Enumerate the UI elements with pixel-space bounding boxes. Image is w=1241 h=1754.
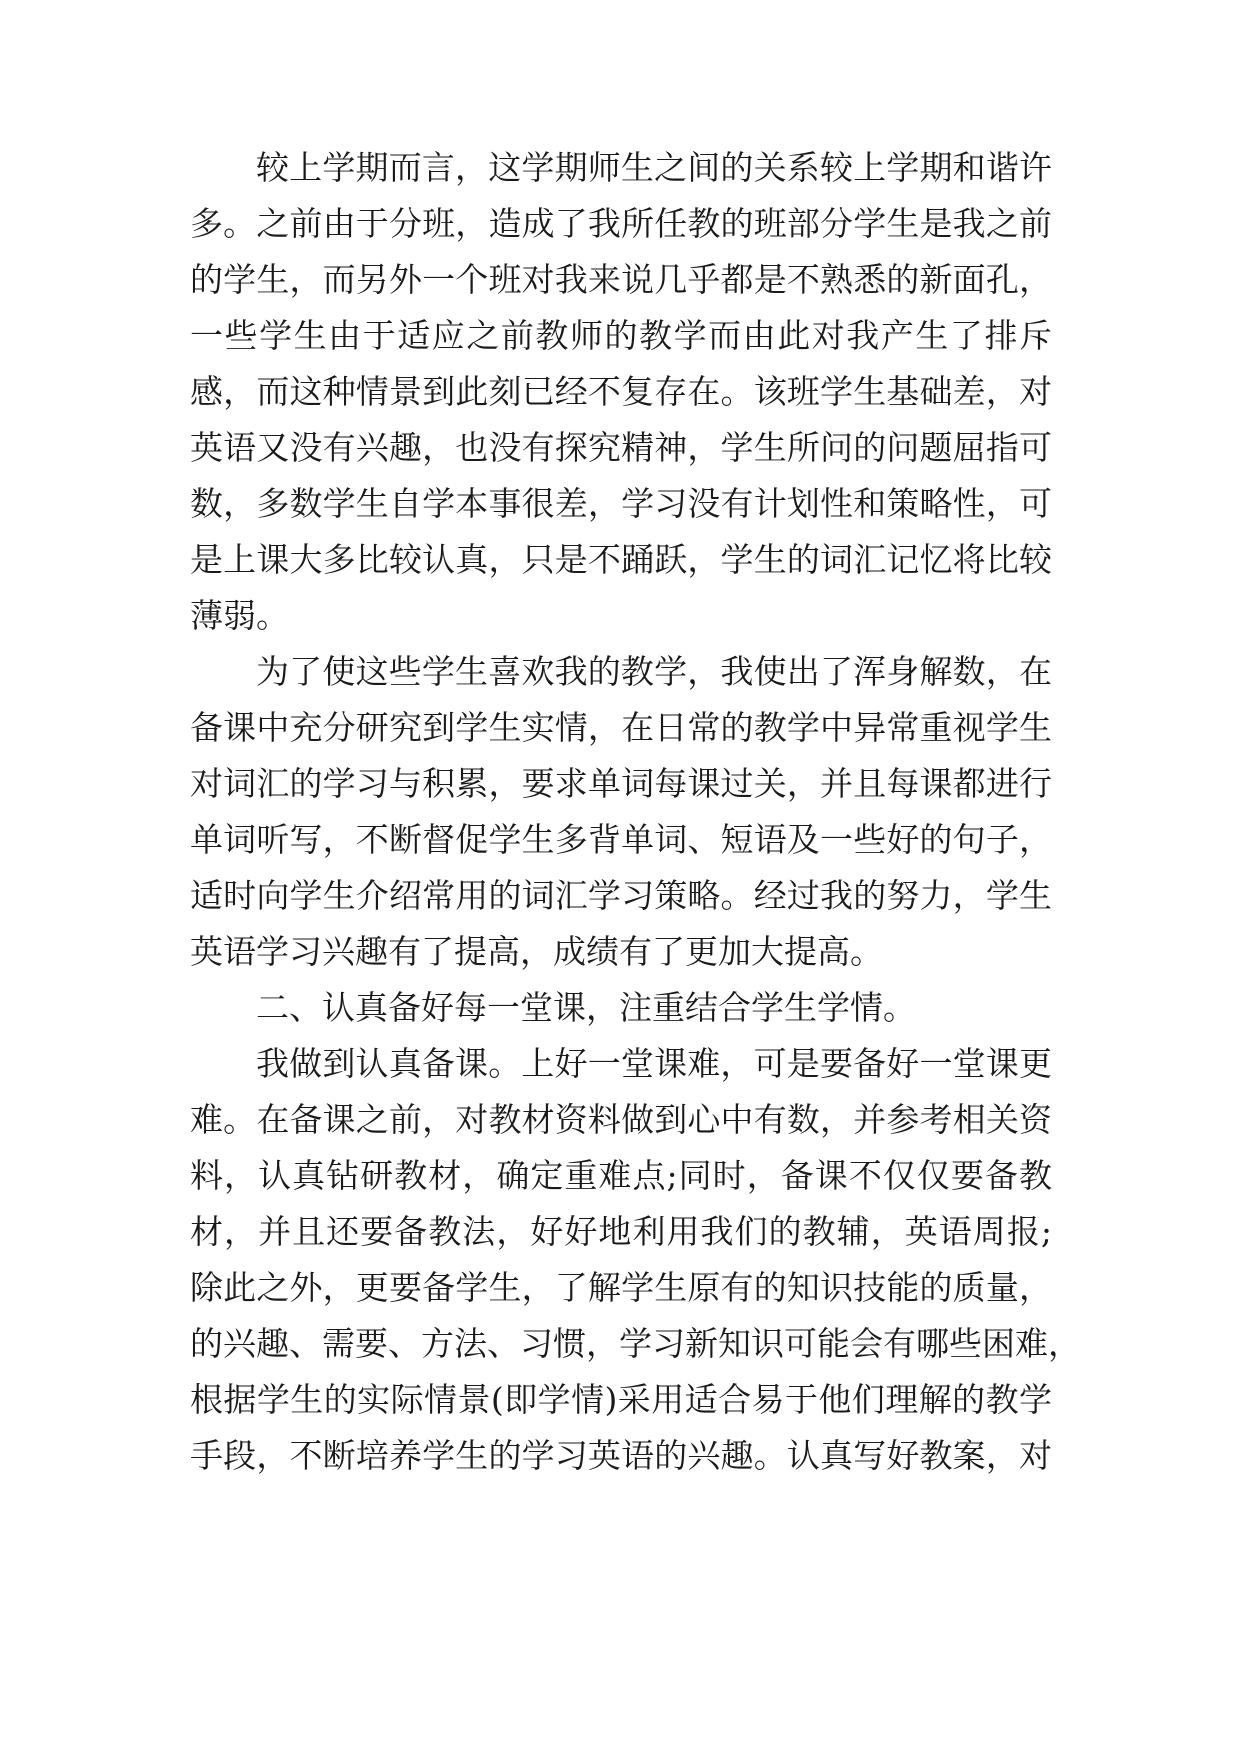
text-line: 为了使这些学生喜欢我的教学，我使出了浑身解数，在	[256, 652, 1052, 691]
text-line: 备课中充分研究到学生实情，在日常的教学中异常重视学生	[190, 708, 1052, 747]
text-line: 我做到认真备课。上好一堂课难，可是要备好一堂课更	[256, 1044, 1052, 1083]
text-line: 的学生，而另外一个班对我来说几乎都是不熟悉的新面孔，	[190, 260, 1052, 299]
text-line: 单词听写，不断督促学生多背单词、短语及一些好的句子，	[190, 820, 1052, 859]
text-line: 料，认真钻研教材，确定重难点;同时，备课不仅仅要备教	[190, 1156, 1052, 1195]
text-line: 根据学生的实际情景(即学情)采用适合易于他们理解的教学	[190, 1380, 1052, 1419]
text-line: 材，并且还要备教法，好好地利用我们的教辅，英语周报;	[190, 1212, 1052, 1251]
text-line: 英语学习兴趣有了提高，成绩有了更加大提高。	[190, 932, 883, 971]
text-line: 多。之前由于分班，造成了我所任教的班部分学生是我之前	[190, 204, 1052, 243]
text-line: 英语又没有兴趣，也没有探究精神，学生所问的问题屈指可	[190, 428, 1052, 467]
text-line: 对词汇的学习与积累，要求单词每课过关，并且每课都进行	[190, 764, 1052, 803]
text-line: 手段，不断培养学生的学习英语的兴趣。认真写好教案，对	[190, 1436, 1052, 1475]
text-line: 适时向学生介绍常用的词汇学习策略。经过我的努力，学生	[190, 876, 1052, 915]
text-line: 薄弱。	[190, 596, 289, 635]
text-line: 除此之外，更要备学生，了解学生原有的知识技能的质量，	[190, 1268, 1052, 1307]
text-line: 数，多数学生自学本事很差，学习没有计划性和策略性，可	[190, 484, 1052, 523]
text-line: 一些学生由于适应之前教师的教学而由此对我产生了排斥	[190, 316, 1052, 355]
text-line: 的兴趣、需要、方法、习惯，学习新知识可能会有哪些困难，	[190, 1324, 1081, 1363]
text-line: 感，而这种情景到此刻已经不复存在。该班学生基础差，对	[190, 372, 1052, 411]
section-heading: 二、认真备好每一堂课，注重结合学生学情。	[256, 988, 916, 1027]
text-line: 是上课大多比较认真，只是不踊跃，学生的词汇记忆将比较	[190, 540, 1052, 579]
text-line: 难。在备课之前，对教材资料做到心中有数，并参考相关资	[190, 1100, 1052, 1139]
text-line: 较上学期而言，这学期师生之间的关系较上学期和谐许	[256, 148, 1052, 187]
